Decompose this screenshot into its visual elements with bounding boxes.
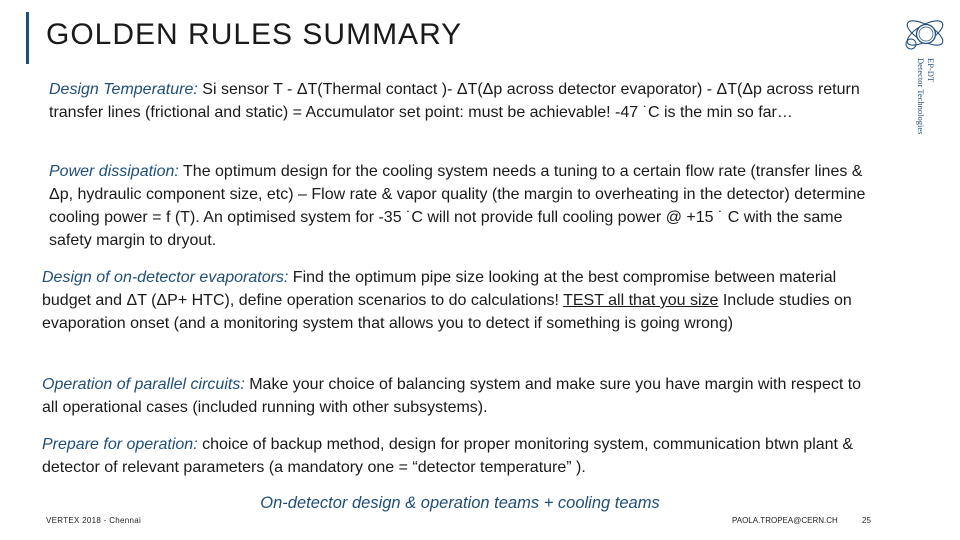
- department-name: Detector Technologies: [916, 58, 926, 135]
- page-number: 25: [862, 516, 871, 525]
- cern-logo-icon: [902, 10, 948, 56]
- rule-lead-separator: :: [193, 81, 203, 98]
- rule-lead-separator: :: [174, 163, 179, 180]
- department-code: EP-DT: [926, 58, 936, 83]
- rule-design-temperature: [49, 78, 885, 124]
- footer-teams: On-detector design & operation teams + cooling teams: [260, 494, 660, 512]
- rule-power-dissipation: [49, 160, 885, 252]
- rule-text-after: Include studies on evaporation onset (and a monitoring system that allows you to detect if something is going wrong): [42, 292, 852, 332]
- rule-parallel-circuits: [42, 373, 870, 419]
- rule-text: The optimum design for the cooling system needs a tuning to a certain flow rate (transfer lines & Δp, hydraulic component size, etc) – Flow rate & vapor quality (the margin to overheating in the detector) determine cooling power = f (T). An optimised system for -35 ˙C will not provide full cooling power @ +15 ˙ C with the same safety margin to dryout.: [49, 163, 866, 249]
- rule-lead: Prepare for operation:: [42, 436, 198, 453]
- department-label: [914, 58, 936, 150]
- rule-on-detector-evaporators: [42, 266, 870, 335]
- footer-email: PAOLA.TROPEA@CERN.CH: [732, 516, 838, 525]
- rule-text: Find the optimum pipe size looking at the best compromise between material budget and ΔT (ΔP+ HTC), define operation scenarios to do calculations!: [42, 269, 837, 309]
- rule-lead: Power dissipation: [49, 163, 175, 180]
- rule-emphasis: TEST all that you size: [563, 292, 719, 309]
- rule-lead: Design Temperature: [49, 81, 194, 98]
- rule-text: Make your choice of balancing system and make sure you have margin with respect to all operational cases (included running with other subsystems).: [42, 376, 862, 416]
- rule-text: Si sensor T - ΔT(Thermal contact )- ΔT(Δp across detector evaporator) - ΔT(Δp across return transfer lines (frictional and static) = Accumulator set point: must be achievable! -47 ˙C is the min so far…: [49, 81, 860, 121]
- rule-lead: Operation of parallel circuits:: [42, 376, 245, 393]
- rule-text: choice of backup method, design for proper monitoring system, communication btwn plant & detector of relevant parameters (a mandatory one = “detector temperature” ).: [42, 436, 854, 476]
- rule-prepare-operation: [42, 433, 892, 479]
- slide-title: GOLDEN RULES SUMMARY: [46, 18, 463, 51]
- rule-lead: Design of on-detector evaporators:: [42, 269, 289, 286]
- footer-conference: VERTEX 2018 - Chennai: [46, 516, 142, 525]
- title-accent-bar: [26, 12, 29, 64]
